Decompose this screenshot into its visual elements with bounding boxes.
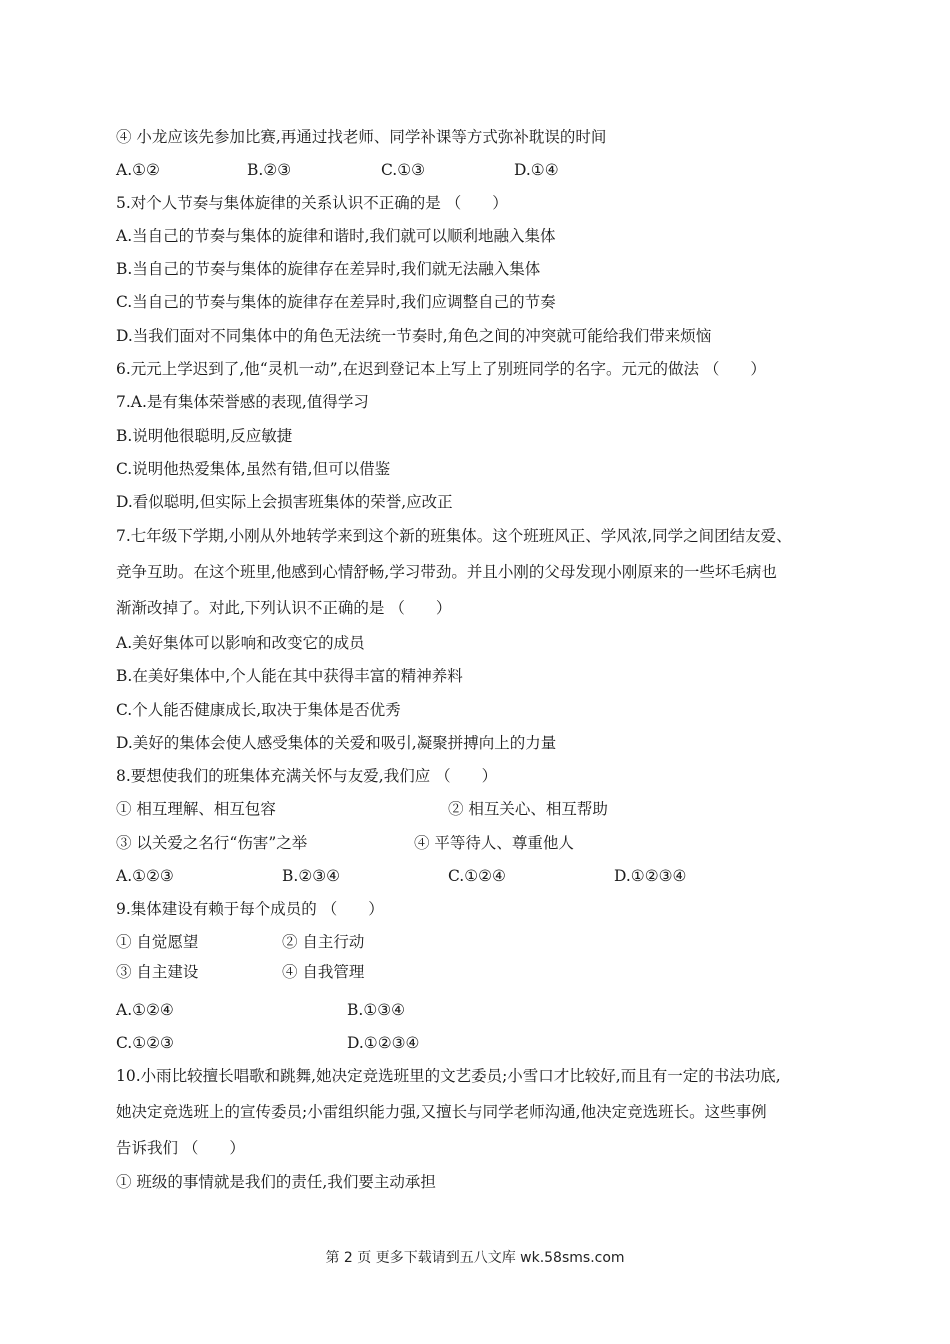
q9-option-a: A.①②④ — [116, 1001, 174, 1019]
q10-stem-line-1: 10.小雨比较擅长唱歌和跳舞,她决定竞选班里的文艺委员;小雪口才比较好,而且有一定的书法功底, — [116, 1067, 781, 1085]
q5-stem: 5.对个人节奏与集体旋律的关系认识不正确的是 （ ） — [116, 194, 508, 212]
q9-stem: 9.集体建设有赖于每个成员的 （ ） — [116, 900, 384, 918]
q8-item-1: ① 相互理解、相互包容 — [116, 800, 276, 818]
q8-option-c: C.①②④ — [448, 867, 506, 885]
q5-option-c: C.当自己的节奏与集体的旋律存在差异时,我们应调整自己的节奏 — [116, 293, 556, 311]
q8-option-b: B.②③④ — [282, 867, 341, 885]
q4-option-c: C.①③ — [381, 161, 426, 179]
q7-option-a: A.美好集体可以影响和改变它的成员 — [116, 634, 365, 652]
q10-stem-line-2: 她决定竞选班上的宣传委员;小雷组织能力强,又擅长与同学老师沟通,他决定竞选班长。这些事例 — [116, 1103, 767, 1121]
q5-option-d: D.当我们面对不同集体中的角色无法统一节奏时,角色之间的冲突就可能给我们带来烦恼 — [116, 327, 712, 345]
q6-option-d: D.看似聪明,但实际上会损害班集体的荣誉,应改正 — [116, 493, 453, 511]
q7-stem-line-2: 竞争互助。在这个班里,他感到心情舒畅,学习带劲。并且小刚的父母发现小刚原来的一些坏毛病也 — [116, 563, 777, 581]
page-footer: 第 2 页 更多下载请到五八文库 wk.58sms.com — [325, 1250, 625, 1266]
q8-item-2: ② 相互关心、相互帮助 — [448, 800, 608, 818]
q5-option-b: B.当自己的节奏与集体的旋律存在差异时,我们就无法融入集体 — [116, 260, 541, 278]
q4-option-d: D.①④ — [514, 161, 559, 179]
q4-item-4: ④ 小龙应该先参加比赛,再通过找老师、同学补课等方式弥补耽误的时间 — [116, 128, 607, 146]
q6-stem: 6.元元上学迟到了,他“灵机一动”,在迟到登记本上写上了别班同学的名字。元元的做法 （ ） — [116, 360, 766, 378]
q8-stem: 8.要想使我们的班集体充满关怀与友爱,我们应 （ ） — [116, 767, 498, 785]
q7-option-b: B.在美好集体中,个人能在其中获得丰富的精神养料 — [116, 667, 463, 685]
q7-option-c: C.个人能否健康成长,取决于集体是否优秀 — [116, 701, 401, 719]
q6-option-b: B.说明他很聪明,反应敏捷 — [116, 427, 293, 445]
q4-option-a: A.①② — [116, 161, 160, 179]
q10-stem-line-3: 告诉我们 （ ） — [116, 1139, 245, 1157]
q7-stem-line-1: 7.七年级下学期,小刚从外地转学来到这个新的班集体。这个班班风正、学风浓,同学之间团结友爱、 — [116, 527, 792, 545]
q9-item-3: ③ 自主建设 — [116, 963, 199, 981]
q9-option-c: C.①②③ — [116, 1034, 174, 1052]
q8-option-a: A.①②③ — [116, 867, 174, 885]
q9-option-d: D.①②③④ — [347, 1034, 420, 1052]
q8-item-3: ③ 以关爱之名行“伤害”之举 — [116, 834, 308, 852]
q8-option-d: D.①②③④ — [614, 867, 687, 885]
q4-option-b: B.②③ — [247, 161, 292, 179]
q6-option-a: 7.A.是有集体荣誉感的表现,值得学习 — [116, 393, 369, 411]
q9-option-b: B.①③④ — [347, 1001, 406, 1019]
q5-option-a: A.当自己的节奏与集体的旋律和谐时,我们就可以顺利地融入集体 — [116, 227, 556, 245]
q10-item-1: ① 班级的事情就是我们的责任,我们要主动承担 — [116, 1173, 436, 1191]
q6-option-c: C.说明他热爱集体,虽然有错,但可以借鉴 — [116, 460, 391, 478]
q8-item-4: ④ 平等待人、尊重他人 — [414, 834, 574, 852]
q9-item-2: ② 自主行动 — [282, 933, 365, 951]
q7-option-d: D.美好的集体会使人感受集体的关爱和吸引,凝聚拼搏向上的力量 — [116, 734, 557, 752]
q9-item-1: ① 自觉愿望 — [116, 933, 199, 951]
q7-stem-line-3: 渐渐改掉了。对此,下列认识不正确的是 （ ） — [116, 599, 452, 617]
q9-item-4: ④ 自我管理 — [282, 963, 365, 981]
